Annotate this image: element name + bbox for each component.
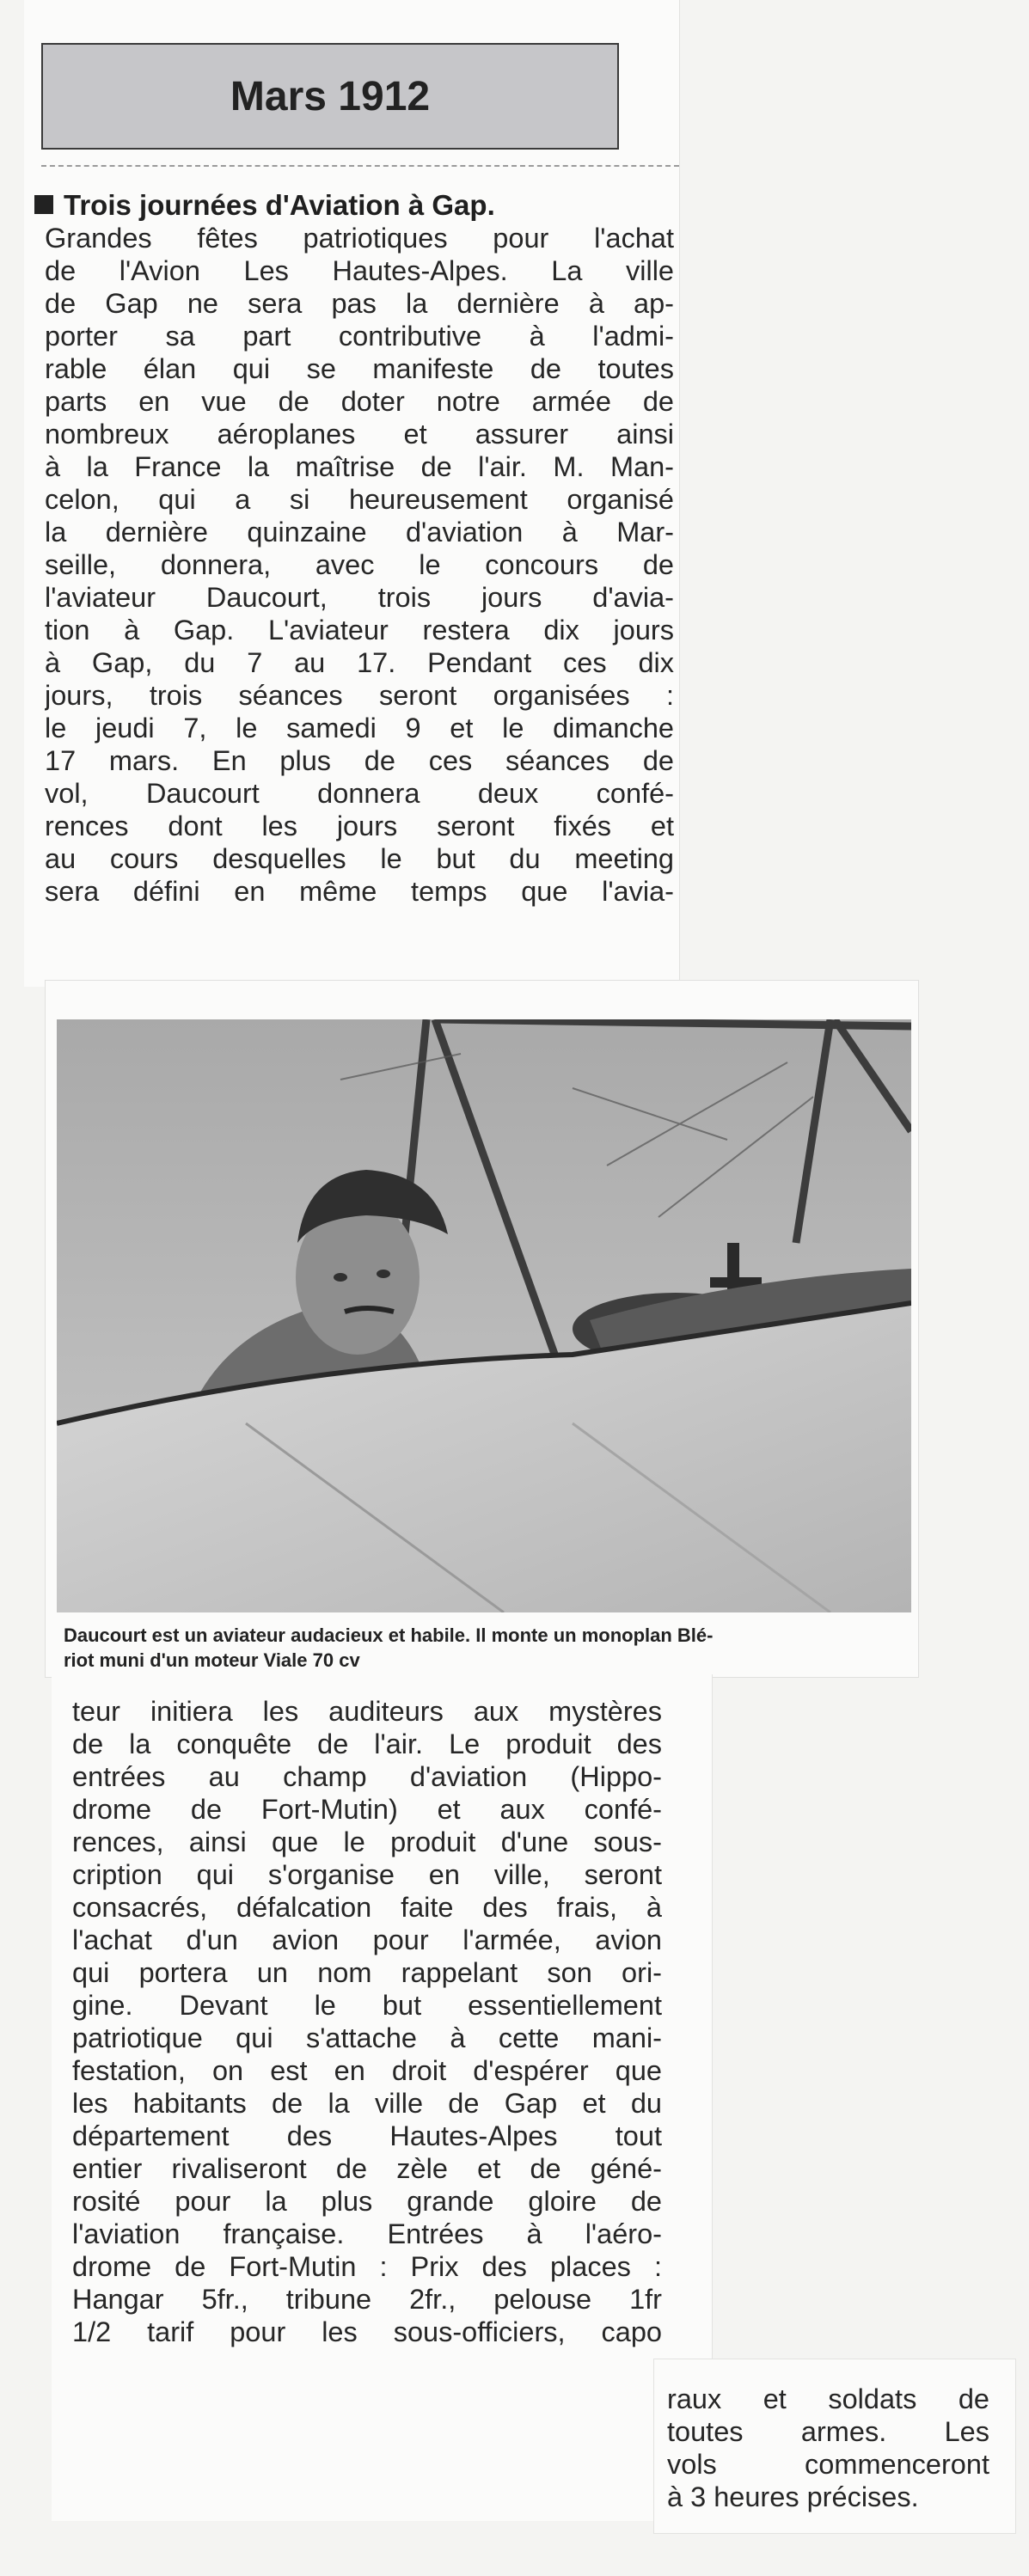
text-line: entrées au champ d'aviation (Hippo- [72,1761,662,1792]
text-line: rable élan qui se manifeste de toutes [45,353,674,384]
text-line: tion à Gap. L'aviateur restera dix jours [45,615,674,646]
text-line: rences dont les jours seront fixés et [45,811,674,841]
text-line: l'achat d'un avion pour l'armée, avion [72,1924,662,1955]
text-line: vols commenceront [667,2449,989,2480]
text-line: le jeudi 7, le samedi 9 et le dimanche [45,713,674,743]
text-line: celon, qui a si heureusement organisé [45,484,674,515]
text-line: qui portera un nom rappelant son ori- [72,1957,662,1988]
text-line: 1/2 tarif pour les sous-officiers, capo [72,2316,662,2347]
photo-caption [64,1623,915,1673]
text-line: la dernière quinzaine d'aviation à Mar- [45,517,674,548]
text-line: au cours desquelles le but du meeting [45,843,674,874]
article-column-1 [45,222,674,908]
text-line: patriotique qui s'attache à cette mani- [72,2022,662,2053]
text-line: porter sa part contributive à l'admi- [45,321,674,352]
text-line: vol, Daucourt donnera deux confé- [45,778,674,809]
header-divider [41,165,679,167]
text-line: teur initiera les auditeurs aux mystères [72,1696,662,1727]
article-column-2 [72,1695,662,2348]
text-line: raux et soldats de [667,2383,989,2414]
text-line: parts en vue de doter notre armée de [45,386,674,417]
text-line: jours, trois séances seront organisées : [45,680,674,711]
text-line: drome de Fort-Mutin : Prix des places : [72,2251,662,2282]
text-line: rences, ainsi que le produit d'une sous- [72,1826,662,1857]
text-line: rosité pour la plus grande gloire de [72,2186,662,2217]
text-line: Hangar 5fr., tribune 2fr., pelouse 1fr [72,2284,662,2315]
text-line: sera défini en même temps que l'avia- [45,876,674,907]
text-line: seille, donnera, avec le concours de [45,549,674,580]
aviator-photo-drawing [57,1019,911,1612]
text-line: l'aviateur Daucourt, trois jours d'avia- [45,582,674,613]
text-line: drome de Fort-Mutin) et aux confé- [72,1794,662,1825]
article-title [34,189,671,222]
article-title-text: Trois journées d'Aviation à Gap. [64,189,495,221]
text-line: festation, on est en droit d'espérer que [72,2055,662,2086]
aviator-photo [57,1019,911,1612]
text-line: entier rivaliseront de zèle et de géné- [72,2153,662,2184]
text-line: toutes armes. Les [667,2416,989,2447]
text-line: Grandes fêtes patriotiques pour l'achat [45,223,674,254]
text-line: à Gap, du 7 au 17. Pendant ces dix [45,647,674,678]
text-line: riot muni d'un moteur Viale 70 cv [64,1649,360,1671]
text-line: gine. Devant le but essentiellement [72,1990,662,2021]
text-line: 17 mars. En plus de ces séances de [45,745,674,776]
text-line: de Gap ne sera pas la dernière à ap- [45,288,674,319]
square-bullet-icon [34,195,53,214]
text-line: cription qui s'organise en ville, seront [72,1859,662,1890]
text-line: à 3 heures précises. [667,2481,919,2512]
text-line: de la conquête de l'air. Le produit des [72,1729,662,1759]
text-line: l'aviation française. Entrées à l'aéro- [72,2218,662,2249]
text-line: les habitants de la ville de Gap et du [72,2088,662,2119]
text-line: consacrés, défalcation faite des frais, à [72,1892,662,1923]
text-line: Daucourt est un aviateur audacieux et habile. Il monte un monoplan Blé- [64,1625,714,1646]
text-line: département des Hautes-Alpes tout [72,2120,662,2151]
text-line: de l'Avion Les Hautes-Alpes. La ville [45,255,674,286]
article-column-3 [667,2383,989,2513]
date-header [41,43,619,150]
text-line: à la France la maîtrise de l'air. M. Man- [45,451,674,482]
text-line: nombreux aéroplanes et assurer ainsi [45,419,674,450]
date-header-title: Mars 1912 [230,73,431,119]
